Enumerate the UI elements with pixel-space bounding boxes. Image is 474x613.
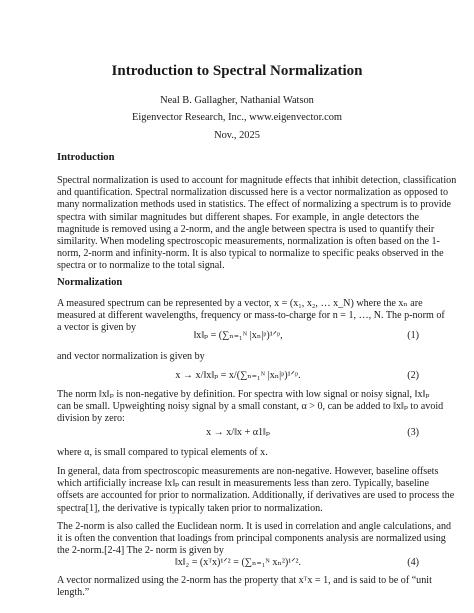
text-line: spectra with similar magnitudes but different shapes. For example, in angle detectors the: [57, 211, 419, 223]
equation-2: [57, 370, 419, 384]
intro-paragraph: [57, 175, 457, 273]
text-line: The 2-norm is also called the Euclidean norm. It is used in correlation and angle calculations, and: [57, 521, 452, 532]
section-heading-introduction: Introduction: [57, 152, 115, 163]
text-line: Spectral normalization is used to account for magnitude effects that inhibit detection, classification: [57, 175, 457, 186]
text-line: The norm ‖x‖ₚ is non-negative by definition. For spectra with low signal or noisy signal, ‖x‖ₚ: [57, 389, 430, 400]
paragraph-baseline: [57, 466, 455, 515]
text-line: it is often the convention that loadings from principal components analysis are normalized using: [57, 533, 446, 545]
text-line: division by zero:: [57, 413, 125, 425]
text-line: A measured spectrum can be represented by a vector, x = (x₁, x₂, … x_N) where the xₙ are: [57, 298, 423, 309]
section-heading-normalization: Normalization: [57, 277, 123, 288]
equation-number: (2): [407, 370, 419, 381]
text-line: spectra[1], the derivative is typically taken prior to normalization.: [57, 502, 323, 514]
text-line: and quantification. Spectral normalization discussed here is a vector normalization as opposed to: [57, 187, 449, 199]
text-line: In general, data from spectroscopic measurements are non-negative. However, baseline offsets: [57, 466, 439, 477]
text-line: offsets are accounted for prior to normalization. Additionally, if derivatives are used to process the: [57, 490, 455, 502]
equation-1: [57, 330, 419, 344]
text-line: the 2-norm.[2-4] The 2- norm is given by: [57, 545, 224, 557]
text-line: measured at different wavelengths, frequency or mass-to-charge for n = 1, …, N. The p-norm of: [57, 310, 445, 322]
equation-4: [57, 557, 419, 571]
equation-number: (4): [407, 557, 419, 568]
paragraph-norm-nonnegative: [57, 389, 444, 426]
equation-number: (1): [407, 330, 419, 341]
text-line: similarity. When modeling spectroscopic measurements, normalization is often based on the 1-: [57, 236, 440, 248]
authors: Neal B. Gallagher, Nathanial Watson: [160, 95, 314, 106]
equation-3: [57, 427, 419, 441]
text-line: length.”: [57, 587, 90, 599]
equation-expression: x → x/‖x‖ₚ = x/(∑ₙ₌₁ᴺ |xₙ|ᵖ)¹ᐟᵖ.: [175, 370, 301, 381]
equation-expression: ‖x‖₂ = (xᵀx)¹ᐟ² = (∑ₙ₌₁ᴺ xₙ²)¹ᐟ².: [174, 557, 302, 568]
equation-number: (3): [407, 427, 419, 438]
paragraph-alpha: [57, 447, 419, 459]
text-line: many normalization methods used in statistics. The effect of normalizing a spectrum is to provide: [57, 199, 452, 211]
date: Nov., 2025: [214, 130, 260, 141]
paragraph-normalization-intro: [57, 351, 419, 363]
text-line: spectra or to normalize to the total signal.: [57, 260, 225, 272]
equation-expression: x → x/‖x + α1‖ₚ: [206, 427, 270, 438]
text-line: norm, 2-norm and infinity-norm. It is also typical to normalize to specific peaks observed in the: [57, 248, 444, 260]
text-line: a vector is given by: [57, 322, 137, 334]
paragraph-unit-length: [57, 575, 432, 599]
text-line: where α, is small compared to typical elements of x.: [57, 447, 268, 458]
text-line: and vector normalization is given by: [57, 351, 205, 362]
text-line: can be small. Upweighting noisy signal by a small constant, α > 0, can be added to ‖x‖ₚ to avoid: [57, 401, 444, 413]
affiliation: Eigenvector Research, Inc., www.eigenvector.com: [132, 112, 342, 123]
paragraph-euclidean: [57, 521, 452, 558]
equation-expression: ‖x‖ₚ = (∑ₙ₌₁ᴺ |xₙ|ᵖ)¹ᐟᵖ,: [193, 330, 283, 341]
text-line: magnitude is removed using a 2-norm, and the angle between spectra is used to quantify their: [57, 223, 435, 235]
text-line: A vector normalized using the 2-norm has the property that xᵀx = 1, and is said to be of “unit: [57, 575, 432, 586]
text-line: which artificially increase ‖x‖ₚ can result in measurements less than zero. Typically, baseline: [57, 478, 429, 490]
page-title: Introduction to Spectral Normalization: [111, 63, 363, 79]
